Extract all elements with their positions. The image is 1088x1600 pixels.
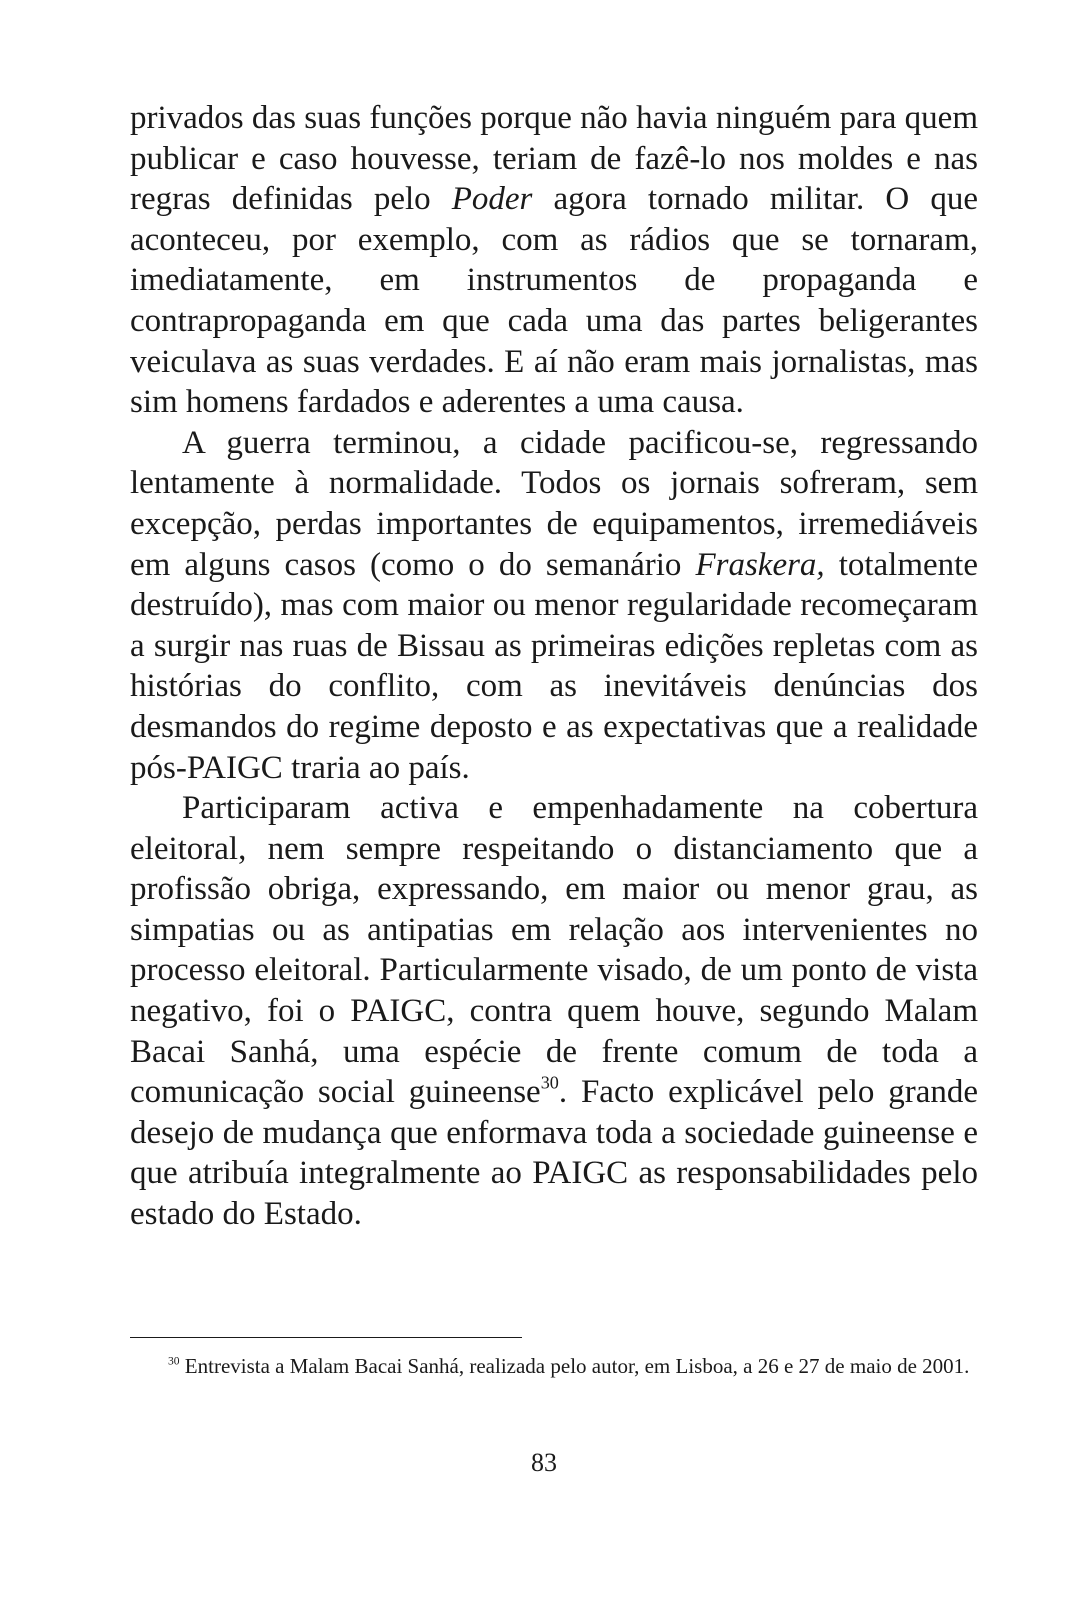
italic-term-poder: Poder <box>451 181 533 218</box>
paragraph-continued <box>130 98 978 423</box>
paragraph-text: Participaram activa e empenhadamente na cobertura eleitoral, nem sempre respeitando o distanciamento que a profissão obriga, expressando, em maior ou menor grau, as simpatias ou as antipatias em relação aos intervenientes no processo eleitoral. Particularmente visado, de um ponto de vista negativo, foi o PAIGC, contra quem houve, segundo Malam Bacai Sanhá, uma espécie de frente comum de toda a comunicação social guineense <box>130 790 978 1111</box>
paragraph-text: agora tornado militar. O que aconteceu, por exemplo, com as rádios que se tornaram, imediatamente, em instrumentos de propaganda e contrapropaganda em que cada uma das partes beligerantes veiculava as suas verdades. E aí não eram mais jornalistas, mas sim homens fardados e aderentes a uma causa. <box>130 181 978 421</box>
italic-term-fraskera: Fraskera, <box>695 546 825 583</box>
footnote-divider <box>130 1337 522 1338</box>
paragraph-text: A guerra terminou, a cidade pacificou-se, regressando lentamente à normalidade. Todos os jornais sofreram, sem excepção, perdas importantes de equipamentos, irremediáveis em alguns casos (como o do semanário <box>130 424 978 583</box>
footnote <box>130 1352 978 1380</box>
paragraph-text: . Facto explicável pelo grande desejo de mudança que enformava toda a sociedade guineense e que atribuía integralmente ao PAIGC as responsabilidades pelo estado do Estado. <box>130 1074 978 1233</box>
paragraph-electoral-coverage <box>130 788 978 1235</box>
paragraph-text: privados das suas funções porque não havia ninguém para quem publicar e caso houvesse, teriam de fazê-lo nos moldes e nas regras definidas pelo <box>130 100 978 218</box>
paragraph-text: totalmente destruído), mas com maior ou menor regularidade recomeçaram a surgir nas ruas de Bissau as primeiras edições repletas com as histórias do conflito, com as inevitáveis denúncias dos desmandos do regime deposto e as expectativas que a realidade pós-PAIGC traria ao país. <box>130 546 978 786</box>
footnote-reference[interactable]: 30 <box>540 1072 559 1093</box>
footnote-text: Entrevista a Malam Bacai Sanhá, realizada pelo autor, em Lisboa, a 26 e 27 de maio de 2001. <box>179 1354 970 1378</box>
footnote-number: 30 <box>168 1355 180 1368</box>
paragraph-war-ended <box>130 423 978 788</box>
page-number: 83 <box>531 1448 557 1477</box>
body-text <box>130 98 978 1235</box>
